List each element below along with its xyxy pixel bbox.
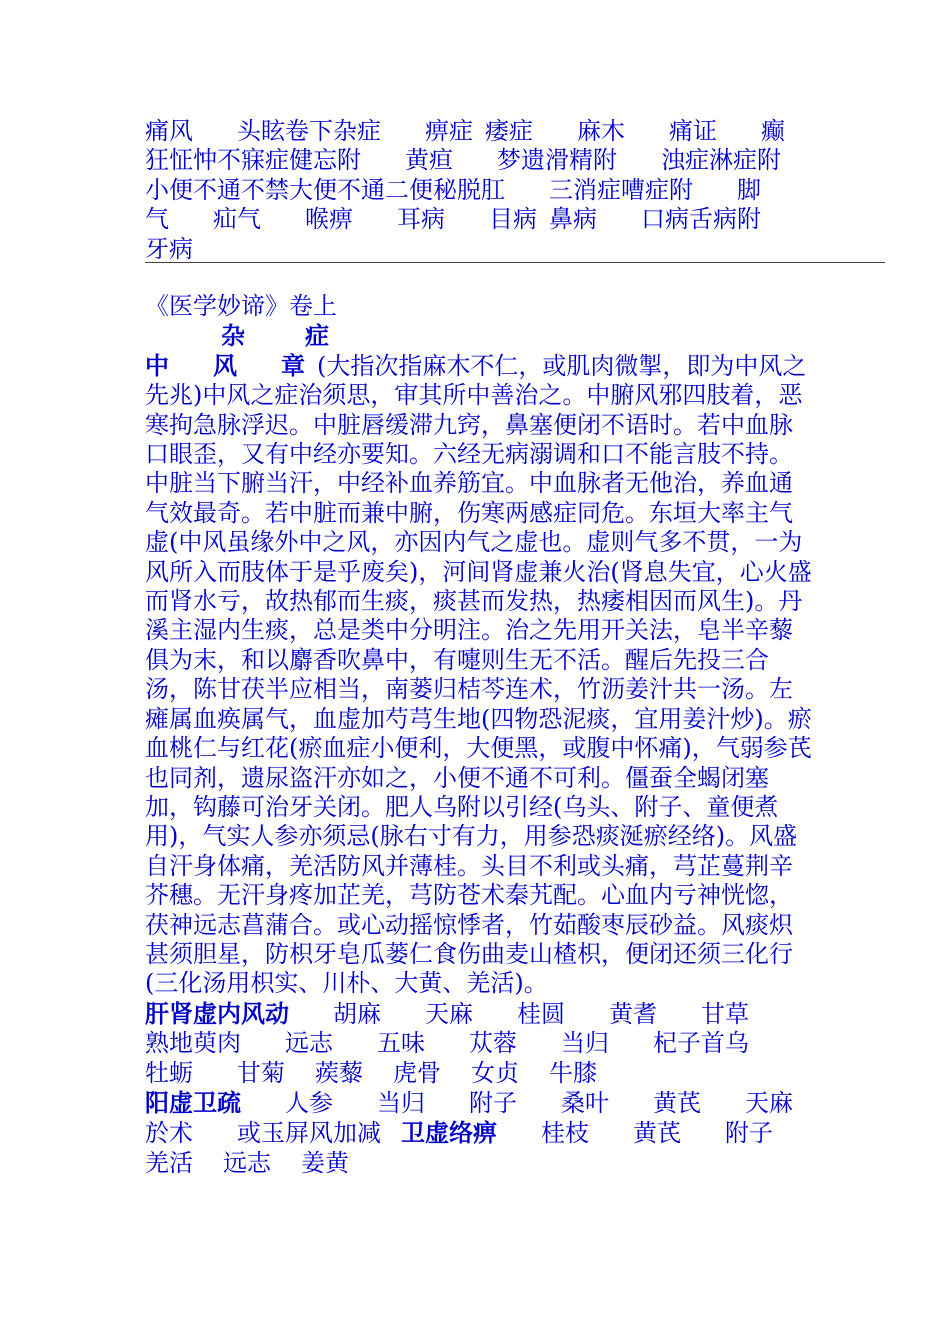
toc-entry: 气 [145, 205, 169, 234]
toc-entry: 黄疸 [405, 146, 453, 175]
toc-line-5 [145, 235, 815, 264]
toc-line-2 [145, 146, 815, 175]
toc-entry: 三消症嘈症附 [549, 175, 693, 204]
chapter-text: (大指次指麻木不仁，或肌肉微掣，即为中风之先兆)中风之症治须思，审其所中善治之。中腑风邪四肢着，恶寒拘急脉浮迟。中脏唇缓滞九窍，鼻塞便闭不语时。若中血脉口眼歪，又有中经亦要知。六经无病溺调和口不能言肢不持。中脏当下腑当汗，中经补血养筋宜。中血脉者无他治，养血通气效最奇。若中脏而兼中腑，伤寒两感症同危。东垣大率主气虚(中风虽缘外中之风，亦因内气之虚也。虚则气多不贯，一为风所入而肢体于是乎废矣)，河间肾虚兼火治(肾息失宜，心火盛而肾水亏，故热郁而生痰，痰甚而发热，热痿相因而风生)。丹溪主湿内生痰，总是类中分明注。治之先用开关法，皂半辛藜俱为末，和以麝香吹鼻中，有嚏则生无不活。醒后先投三合汤，陈甘茯半应相当，南蒌归桔芩连术，竹沥姜汁共一汤。左瘫属血痪属气，血虚加芍芎生地(四物恐泥痰，宜用姜汁炒)。瘀血桃仁与红花(瘀血症小便利，大便黑，或腹中怀痛)，气弱参芪也同剂，遗尿盗汗亦如之，小便不通不可利。僵蚕全蝎闭塞加，钩藤可治牙关闭。肥人乌附以引经(乌头、附子、童便煮用)，气实人参亦须忌(脉右寸有力，用参恐痰涎瘀经络)。风盛自汗身体痛，羌活防风并薄桂。头目不利或头痛，芎芷蔓荆辛芥穗。无汗身疼加芷羌，芎防苍术秦艽配。心血内亏神恍惚，茯神远志菖蒲合。或心动摇惊悸者，竹茹酸枣辰砂益。风痰炽甚须胆星，防枳牙皂瓜蒌仁食伤曲麦山楂枳，便闭还须三化行(三化汤用枳实、川朴、大黄、羌活)。 [145, 351, 812, 998]
divider-line [145, 262, 885, 263]
main-text [145, 292, 815, 1178]
toc-entry: 喉痹 [305, 205, 353, 234]
formula-2-line-2: 於术 或玉屏风加减 卫虚络痹 桂枝 黄芪 附子 [145, 1118, 773, 1148]
toc-line-4 [145, 205, 815, 234]
book-title: 《医学妙谛》卷上 [145, 292, 337, 320]
formula-title: 阳虚卫疏 [145, 1087, 241, 1117]
toc-entry: 梦遗滑精附 [497, 146, 617, 175]
formula-1-line-2: 熟地萸肉 远志 五味 苁蓉 当归 杞子首乌 [145, 1029, 749, 1058]
toc-entry: 小便不通不禁大便不通二便秘脱肛 [145, 175, 505, 204]
formula-3-line-2: 羌活 远志 姜黄 [145, 1148, 349, 1177]
toc-entry: 目病 [489, 205, 537, 234]
toc-entry: 头眩卷下杂症 [237, 117, 381, 145]
chapter-paragraph [145, 351, 815, 999]
toc-entry: 狂怔忡不寐症健忘附 [145, 146, 361, 175]
toc-entry: 癫 [761, 117, 785, 145]
formula-1: 肝肾虚内风动 胡麻 天麻 桂圆 黄耆 甘草 [145, 998, 749, 1028]
toc-entry: 鼻病 [549, 205, 597, 234]
toc-entry: 麻木 [577, 117, 625, 145]
chapter-title: 中 风 章 [145, 350, 305, 380]
toc-entry: 牙病 [145, 234, 193, 263]
toc-line-3 [145, 176, 815, 205]
formula-2: 阳虚卫疏 人参 当归 附子 桑叶 黄芪 天麻 [145, 1087, 793, 1117]
toc-entry: 脚 [737, 175, 761, 204]
section-heading: 杂 症 [221, 321, 329, 351]
toc-entry: 痿症 [485, 117, 533, 145]
formula-title: 卫虚络痹 [401, 1118, 497, 1148]
table-of-contents [145, 117, 815, 264]
toc-entry: 痛风 [145, 117, 193, 145]
formula-title: 肝肾虚内风动 [145, 998, 289, 1028]
toc-entry: 痹症 [425, 117, 473, 145]
formula-1-line-3: 牡蛎 甘菊 蒺藜 虎骨 女贞 牛膝 [145, 1058, 597, 1087]
toc-entry: 口病舌病附 [641, 205, 761, 234]
toc-entry: 疝气 [213, 205, 261, 234]
toc-entry: 痛证 [669, 117, 717, 145]
toc-line-1 [145, 117, 815, 146]
toc-entry: 浊症淋症附 [661, 146, 781, 175]
toc-entry: 耳病 [397, 205, 445, 234]
